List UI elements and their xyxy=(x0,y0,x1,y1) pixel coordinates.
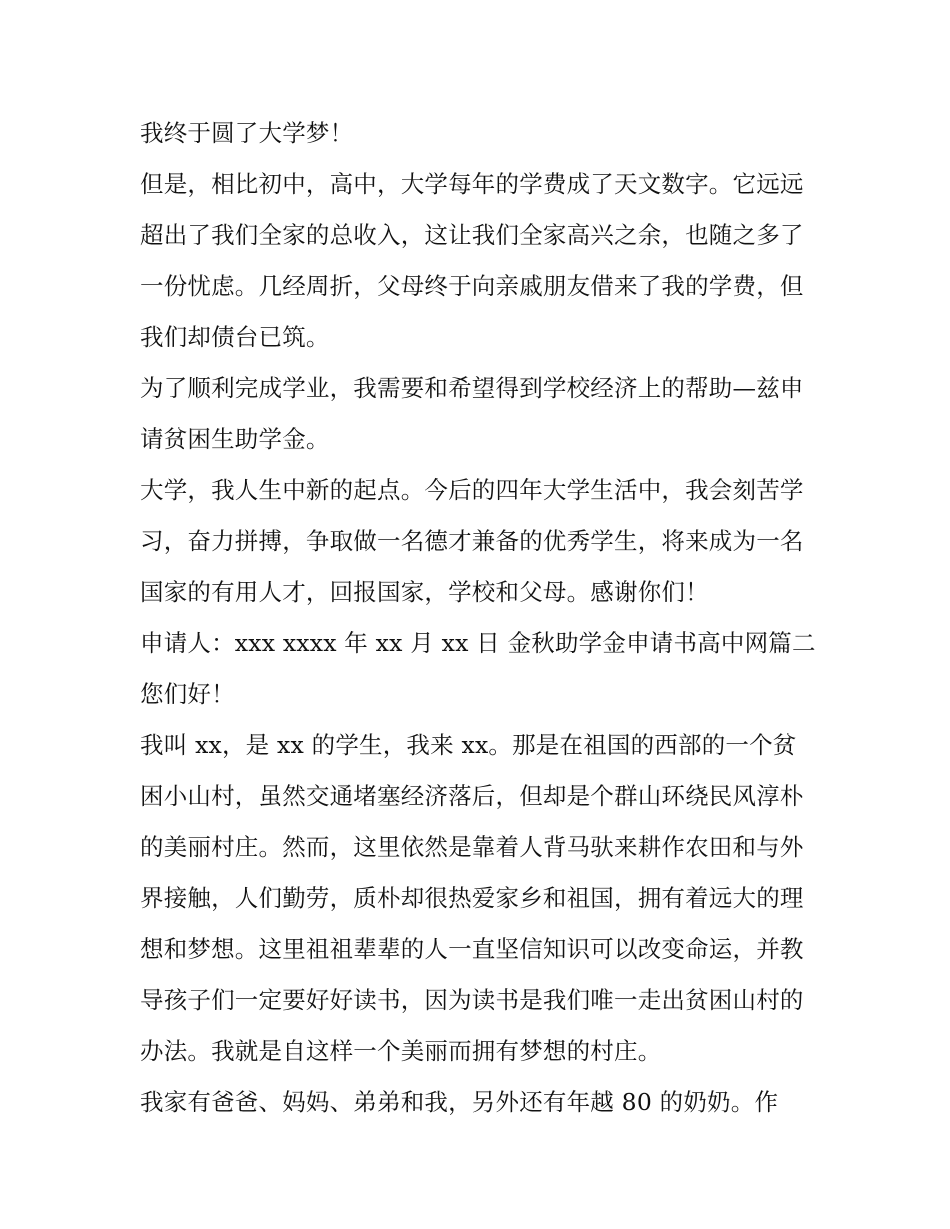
paragraph-hometown: 我叫 xx，是 xx 的学生，我来 xx。那是在祖国的西部的一个贫困小山村，虽然交通堵塞经济落后，但却是个群山环绕民风淳朴的美丽村庄。然而，这里依然是靠着人背马驮来耕作农田和与外界接触，人们勤劳，质朴却很热爱家乡和祖国，拥有着远大的理想和梦想。这里祖祖辈辈的人一直坚信知识可以改变命运，并教导孩子们一定要好好读书，因为读书是我们唯一走出贫困山村的办法。我就是自这样一个美丽而拥有梦想的村庄。 xyxy=(140,731,804,1065)
paragraph-tuition: 但是，相比初中，高中，大学每年的学费成了天文数字。它远远超出了我们全家的总收入，这让我们全家高兴之余，也随之多了一份忧虑。几经周折，父母终于向亲戚朋友借来了我的学费，但我们却债台已筑。 xyxy=(140,170,804,351)
document-body xyxy=(140,108,820,1128)
paragraph-greeting: 您们好！ xyxy=(140,680,235,708)
paragraph-university-goals: 大学，我人生中新的起点。今后的四年大学生活中，我会刻苦学习，奋力拼搏，争取做一名德才兼备的优秀学生，将来成为一名国家的有用人才，回报国家，学校和父母。感谢你们！ xyxy=(140,476,804,606)
paragraph-signature: 申请人：xxx xxxx 年 xx 月 xx 日 金秋助学金申请书高中网篇二 xyxy=(140,629,816,657)
paragraph-application: 为了顺利完成学业，我需要和希望得到学校经济上的帮助—兹申请贫困生助学金。 xyxy=(140,374,804,453)
paragraph-dream-fulfilled: 我终于圆了大学梦！ xyxy=(140,119,354,147)
paragraph-family: 我家有爸爸、妈妈、弟弟和我，另外还有年越 80 的奶奶。作 xyxy=(140,1088,779,1116)
